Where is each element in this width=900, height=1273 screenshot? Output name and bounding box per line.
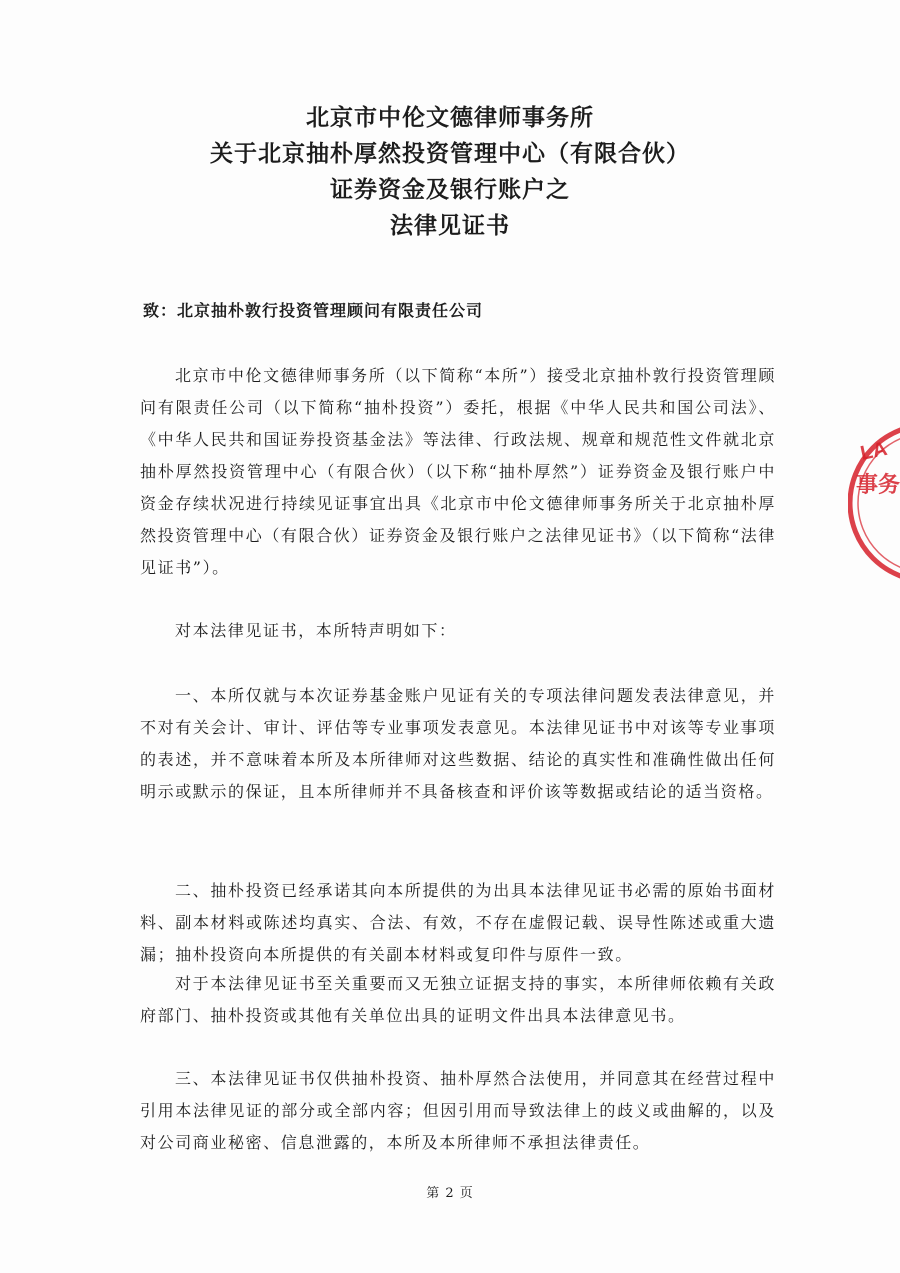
seal-text-mid: 事务 xyxy=(856,473,900,498)
seal-stamp-icon xyxy=(848,408,900,598)
title-line-2: 关于北京抽朴厚然投资管理中心（有限合伙） xyxy=(210,140,690,167)
title-line-3: 证券资金及银行账户之 xyxy=(330,176,570,203)
intro-paragraph: 北京市中伦文德律师事务所（以下简称“本所”）接受北京抽朴敦行投资管理顾问有限责任公司（以下简称“抽朴投资”）委托，根据《中华人民共和国公司法》、《中华人民共和国证券投资基金法》等法律、行政法规、规章和规范性文件就北京抽朴厚然投资管理中心（有限合伙）（以下称“抽朴厚然”）证券资金及银行账户中资金存续状况进行持续见证事宜出具《北京市中伦文德律师事务所关于北京抽朴厚然投资管理中心（有限合伙）证券资金及银行账户之法律见证书》（以下简称“法律见证书”）。 xyxy=(140,366,776,577)
seal-text-top: LA xyxy=(858,437,890,465)
title-line-4: 法律见证书 xyxy=(390,212,510,239)
clause-one-paragraph: 一、本所仅就与本次证券基金账户见证有关的专项法律问题发表法律意见，并不对有关会计、审计、评估等专业事项发表意见。本法律见证书中对该等专业事项的表述，并不意味着本所及本所律师对这些数据、结论的真实性和准确性做出任何明示或默示的保证，且本所律师并不具备核查和评价该等数据或结论的适当资格。 xyxy=(140,686,776,801)
declaration-heading: 对本法律见证书，本所特声明如下： xyxy=(175,621,457,640)
law-firm-seal-stamp xyxy=(848,408,900,598)
title-line-1: 北京市中伦文德律师事务所 xyxy=(306,104,594,131)
clause-three-paragraph: 三、本法律见证书仅供抽朴投资、抽朴厚然合法使用，并同意其在经营过程中引用本法律见证的部分或全部内容；但因引用而导致法律上的歧义或曲解的，以及对公司商业秘密、信息泄露的，本所及本所律师不承担法律责任。 xyxy=(140,1069,776,1152)
document-title xyxy=(0,100,900,244)
clause-two-continuation-paragraph: 对于本法律见证书至关重要而又无独立证据支持的事实，本所律师依赖有关政府部门、抽朴投资或其他有关单位出具的证明文件出具本法律意见书。 xyxy=(140,974,776,1025)
page-number: 第 2 页 xyxy=(426,1186,474,1201)
clause-two-paragraph: 二、抽朴投资已经承诺其向本所提供的为出具本法律见证书必需的原始书面材料、副本材料或陈述均真实、合法、有效，不存在虚假记载、误导性陈述或重大遗漏；抽朴投资向本所提供的有关副本材料或复印件与原件一致。 xyxy=(140,881,776,964)
addressee-line: 致：北京抽朴敦行投资管理顾问有限责任公司 xyxy=(143,301,484,320)
